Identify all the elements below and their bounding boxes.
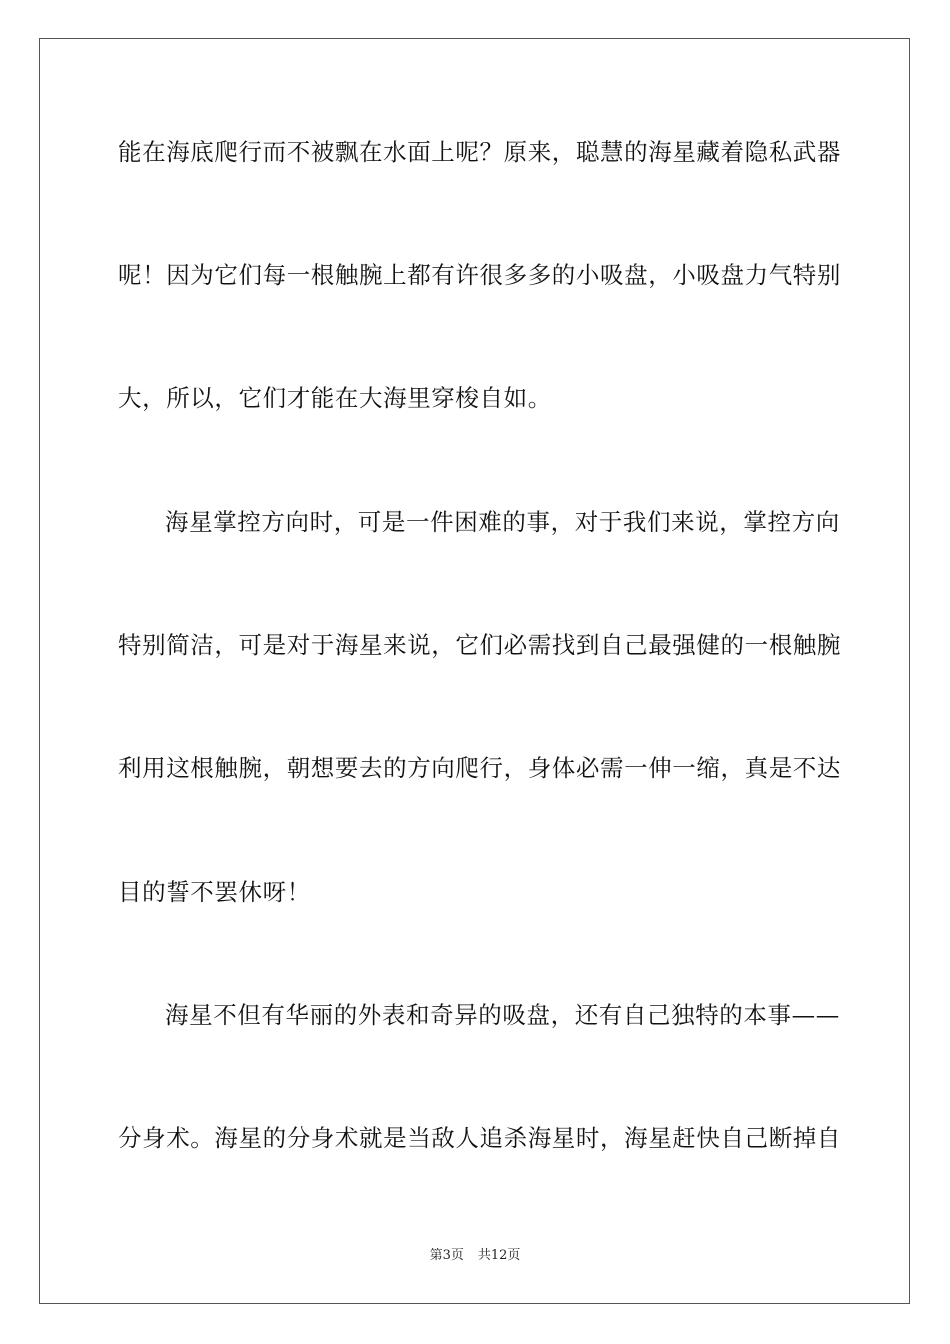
- text-line-2: 呢！因为它们每一根触腕上都有许很多多的小吸盘，小吸盘力气特别: [118, 261, 841, 289]
- text-line-5: 特别简洁，可是对于海星来说，它们必需找到自己最强健的一根触腕: [118, 631, 841, 659]
- text-line-1: 能在海底爬行而不被飘在水面上呢？原来，聪慧的海星藏着隐私武器: [118, 138, 841, 166]
- text-line-7: 目的誓不罢休呀！: [118, 878, 311, 906]
- text-line-6: 利用这根触腕，朝想要去的方向爬行，身体必需一伸一缩，真是不达: [118, 754, 841, 782]
- text-line-8: 海星不但有华丽的外表和奇异的吸盘，还有自己独特的本事——: [165, 1001, 840, 1029]
- text-line-4: 海星掌控方向时，可是一件困难的事，对于我们来说，掌控方向: [165, 508, 840, 536]
- page-footer: [0, 1248, 950, 1264]
- text-line-9: 分身术。海星的分身术就是当敌人追杀海星时，海星赶快自己断掉自: [118, 1124, 841, 1152]
- page-border: [39, 38, 910, 1304]
- text-line-3: 大，所以，它们才能在大海里穿梭自如。: [118, 384, 552, 412]
- page-number: 第3页: [429, 1248, 464, 1263]
- page-total: 共12页: [477, 1248, 521, 1263]
